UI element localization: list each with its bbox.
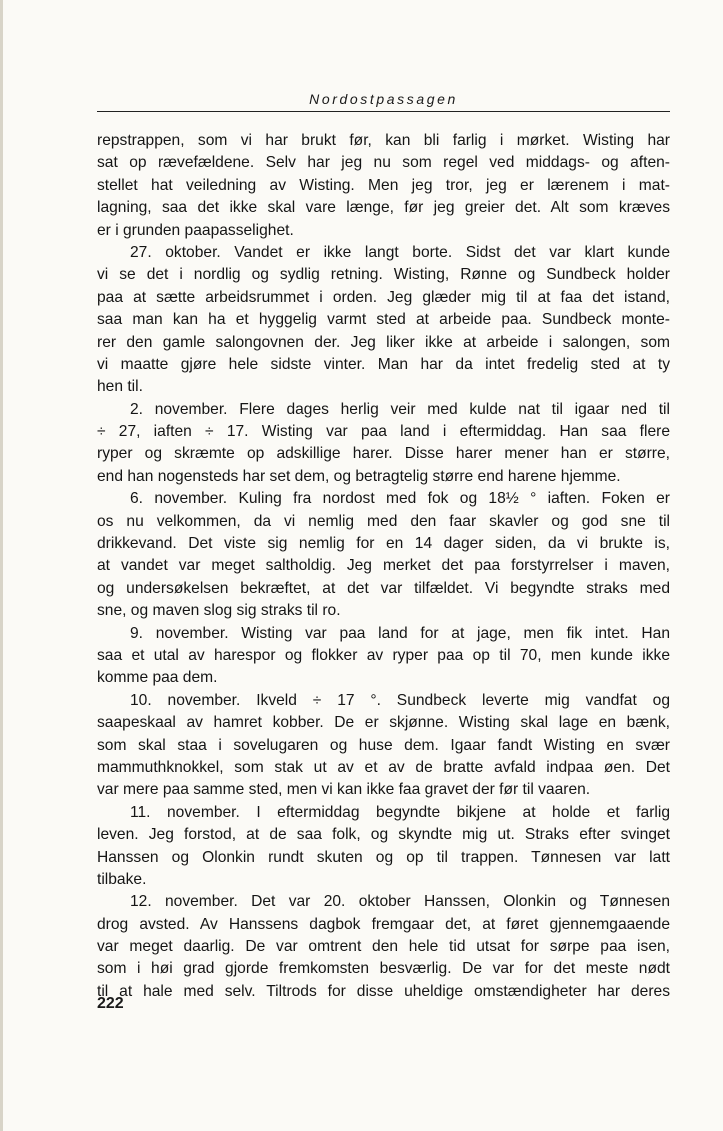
text-line: sne, og maven slog sig straks til ro.	[97, 602, 341, 620]
text-line: paa at sætte arbeidsrummet i orden. Jeg glæder mig til at faa det istand,	[97, 288, 670, 306]
text-line: saa man kan ha et hyggelig varmt sted at arbeide paa. Sundbeck monte-	[97, 311, 670, 329]
page-edge-shadow	[0, 0, 3, 1131]
text-line: ÷ 27, iaften ÷ 17. Wisting var paa land i eftermiddag. Han saa flere	[97, 423, 670, 441]
text-line: var meget daarlig. De var omtrent den hele tid utsat for sørpe paa isen,	[97, 938, 670, 956]
text-line: 6. november. Kuling fra nordost med fok og 18½ ° iaften. Foken er	[130, 490, 670, 508]
header-rule	[97, 111, 670, 112]
text-line: til at hale med selv. Tiltrods for disse uheldige omstændigheter har deres	[97, 982, 670, 1000]
text-line: ryper og skræmte op adskillige harer. Disse harer mener han er større,	[97, 445, 670, 463]
text-line: 2. november. Flere dages herlig veir med kulde nat til igaar ned til	[130, 400, 670, 418]
text-line: drikkevand. Det viste sig nemlig for en 14 dager siden, da vi brukte is,	[97, 535, 670, 553]
text-line: saa et utal av harespor og flokker av ryper paa op til 70, men kunde ikke	[97, 646, 670, 664]
text-line: er i grunden paapasselighet.	[97, 221, 294, 239]
text-line: leven. Jeg forstod, at de saa folk, og skyndte mig ut. Straks efter svinget	[97, 826, 670, 844]
running-header: Nordostpassagen	[309, 91, 458, 107]
text-line: at vandet var meget saltholdig. Jeg merket det paa forstyrrelser i maven,	[97, 557, 670, 575]
text-line: mammuthknokkel, som stak ut av et av de bratte avfald indpaa øen. Det	[97, 758, 670, 776]
page-number: 222	[97, 995, 124, 1012]
text-line: lagning, saa det ikke skal vare længe, før jeg greier det. Alt som kræves	[97, 199, 670, 217]
text-line: Hanssen og Olonkin rundt skuten og op til trappen. Tønnesen var latt	[97, 848, 670, 866]
text-line: 27. oktober. Vandet er ikke langt borte. Sidst det var klart kunde	[130, 243, 670, 261]
text-line: vi se det i nordlig og sydlig retning. Wisting, Rønne og Sundbeck holder	[97, 266, 670, 284]
text-line: stellet hat veiledning av Wisting. Men jeg tror, jeg er lærenem i mat-	[97, 176, 670, 194]
text-line: 10. november. Ikveld ÷ 17 °. Sundbeck leverte mig vandfat og	[130, 691, 670, 709]
text-line: 12. november. Det var 20. oktober Hanssen, Olonkin og Tønnesen	[130, 893, 670, 911]
text-line: drog avsted. Av Hanssens dagbok fremgaar det, at føret gjennemgaaende	[97, 915, 670, 933]
text-line: komme paa dem.	[97, 669, 218, 687]
text-line: rer den gamle salongovnen der. Jeg liker ikke at arbeide i salongen, som	[97, 333, 670, 351]
text-line: sat op rævefældene. Selv har jeg nu som regel ved middags- og aften-	[97, 154, 670, 172]
body-text	[97, 130, 670, 1003]
text-line: som skal staa i sovelugaren og huse dem. Igaar fandt Wisting en svær	[97, 736, 670, 754]
text-line: 11. november. I eftermiddag begyndte bikjene at holde et farlig	[130, 803, 670, 821]
text-line: vi maatte gjøre hele sidste vinter. Man har da intet fredelig sted at ty	[97, 355, 670, 373]
text-line: hen til.	[97, 378, 143, 396]
text-line: repstrappen, som vi har brukt før, kan bli farlig i mørket. Wisting har	[97, 132, 670, 149]
text-line: saapeskaal av hamret kobber. De er skjønne. Wisting skal lage en bænk,	[97, 714, 670, 732]
text-line: og undersøkelsen bekræftet, at det var tilfældet. Vi begyndte straks med	[97, 579, 670, 597]
text-line: som i høi grad gjorde fremkomsten besværlig. De var for det meste nødt	[97, 960, 670, 978]
text-line: 9. november. Wisting var paa land for at jage, men fik intet. Han	[130, 624, 670, 642]
text-line: var mere paa samme sted, men vi kan ikke faa gravet der før til vaaren.	[97, 781, 591, 799]
text-line: os nu velkommen, da vi nemlig med den faar skavler og god sne til	[97, 512, 670, 530]
text-line: tilbake.	[97, 870, 147, 888]
text-line: end han nogensteds har set dem, og betragtelig større end harene hjemme.	[97, 467, 621, 485]
